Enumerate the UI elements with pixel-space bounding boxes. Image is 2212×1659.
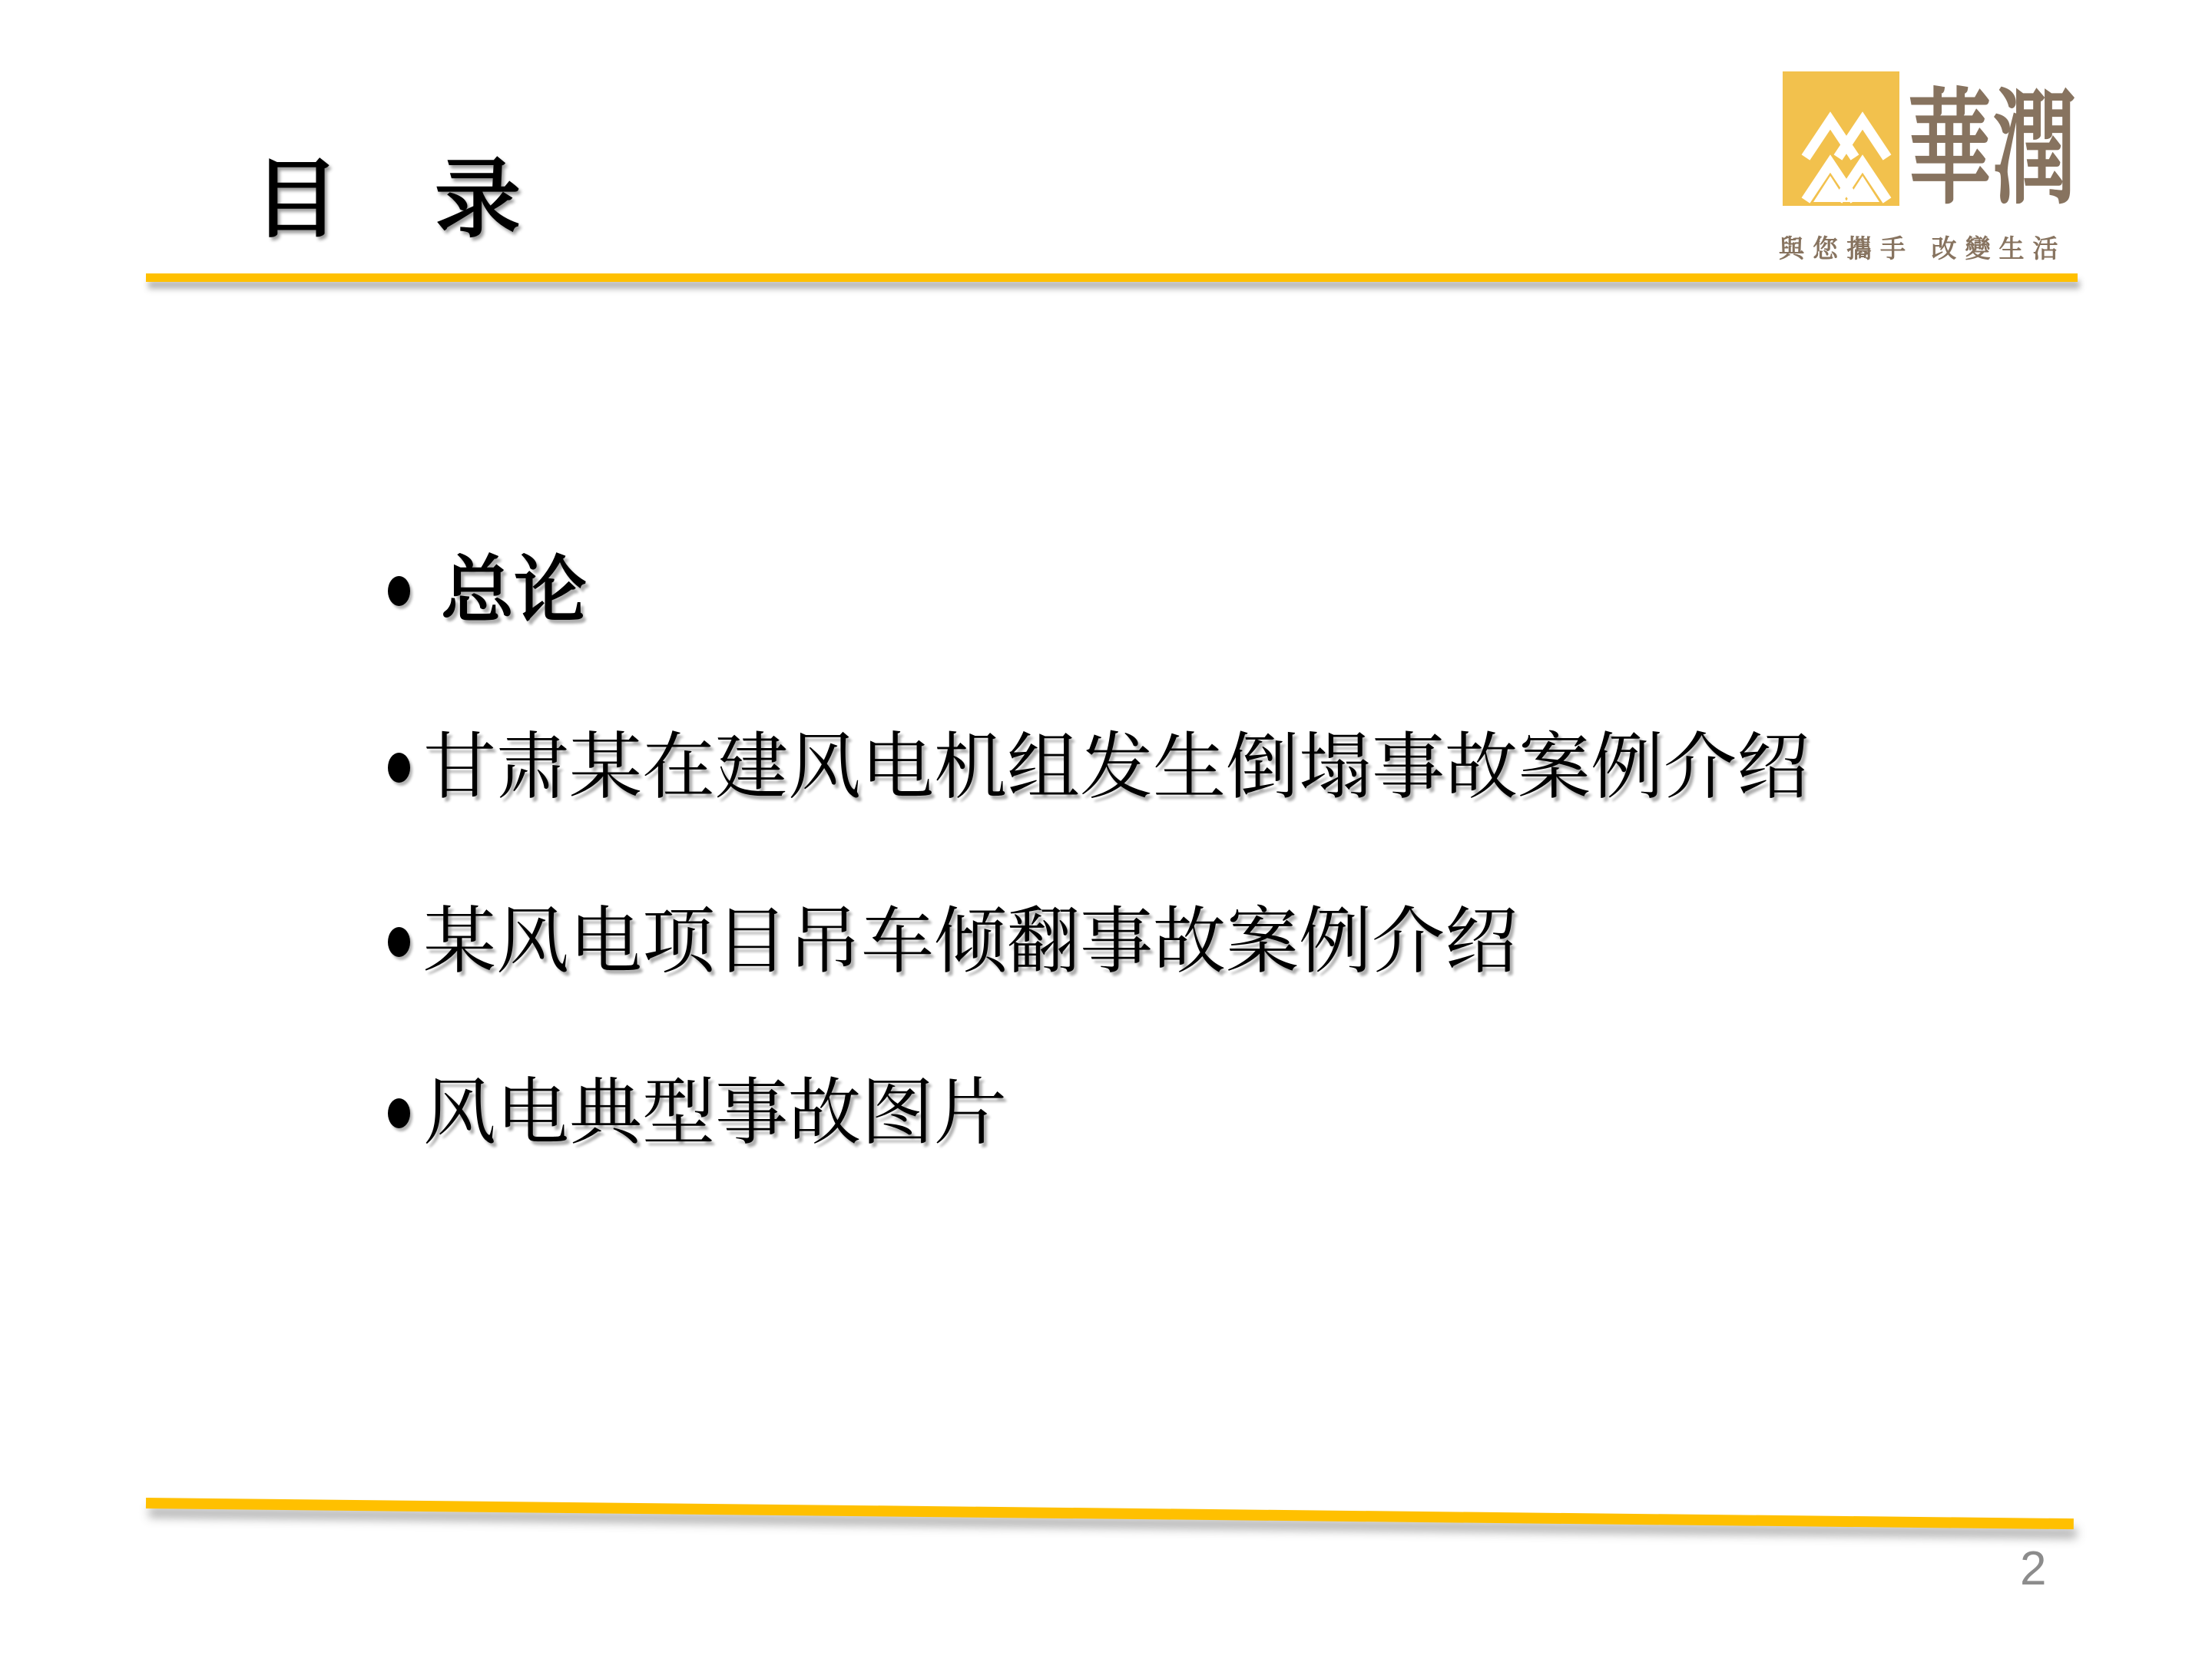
bullet-icon <box>388 753 410 783</box>
page-title: 目 录 <box>253 151 525 247</box>
toc-item-label: 某风电项目吊车倾翻事故案例介绍 <box>423 900 1518 982</box>
logo-wordmark: 華潤 <box>1908 74 2078 222</box>
bullet-icon <box>388 1098 410 1128</box>
logo-tagline: 與您攜手 改變生活 <box>1779 233 2067 263</box>
bullet-icon <box>388 576 410 606</box>
toc-item <box>388 899 1518 985</box>
toc-item <box>388 548 587 634</box>
toc-item-label: 风电典型事故图片 <box>423 1071 1008 1154</box>
toc-item <box>388 1070 1007 1156</box>
page-number: 2 <box>2020 1542 2047 1595</box>
bullet-icon <box>388 927 410 957</box>
toc-item <box>388 724 1810 810</box>
toc-item-label: 甘肃某在建风电机组发生倒塌事故案例介绍 <box>423 726 1810 808</box>
toc-item-label: 总论 <box>441 549 588 631</box>
